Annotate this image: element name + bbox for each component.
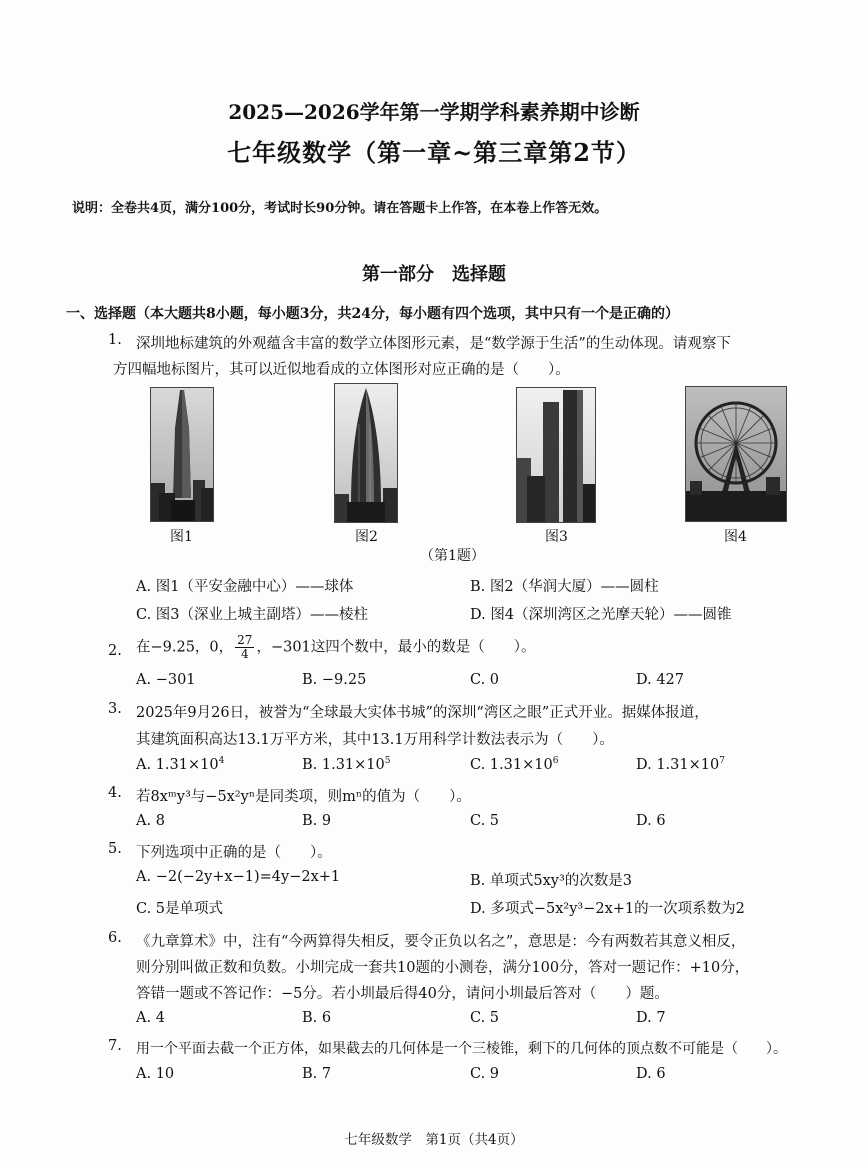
figure-1-image bbox=[150, 387, 214, 522]
option-d[interactable]: D. 多项式−5x²y³−2x+1的一次项系数为2 bbox=[470, 901, 745, 917]
option-d-base: D. 1.31×10 bbox=[636, 756, 720, 773]
question-7-text: 用一个平面去截一个正方体，如果截去的几何体是一个三棱锥，剩下的几何体的顶点数不可能是（ ）。 bbox=[136, 1041, 787, 1057]
option-d[interactable]: D. 6 bbox=[636, 813, 666, 829]
question-2-text bbox=[136, 634, 536, 661]
option-d[interactable] bbox=[636, 756, 725, 773]
option-d[interactable]: D. 6 bbox=[636, 1066, 666, 1082]
fraction bbox=[235, 634, 254, 661]
option-c[interactable] bbox=[470, 756, 558, 773]
page-footer: 七年级数学 第1页（共4页） bbox=[344, 1132, 524, 1148]
figure-1-label: 图1 bbox=[170, 529, 193, 545]
figure-2-image bbox=[334, 383, 398, 523]
option-a[interactable]: A. −2(−2y+x−1)=4y−2x+1 bbox=[136, 869, 341, 885]
question-number: 3. bbox=[108, 701, 122, 717]
option-d[interactable]: D. 427 bbox=[636, 672, 685, 688]
fraction-denominator: 4 bbox=[240, 647, 249, 661]
question-1-line-2: 方四幅地标图片，其可以近似地看成的立体图形对应正确的是（ ）。 bbox=[113, 362, 570, 378]
option-a-exponent: 4 bbox=[218, 756, 225, 766]
option-c[interactable]: C. 5 bbox=[470, 1010, 500, 1026]
question-2-post: ，−301这四个数中，最小的数是（ ）。 bbox=[256, 639, 536, 656]
question-number: 5. bbox=[108, 841, 122, 857]
question-2-pre: 在−9.25，0， bbox=[136, 639, 234, 656]
question-number: 2. bbox=[108, 643, 122, 659]
option-a[interactable]: A. 图1（平安金融中心）——球体 bbox=[136, 579, 354, 595]
option-c-exponent: 6 bbox=[552, 756, 559, 766]
option-b[interactable]: B. 9 bbox=[302, 813, 332, 829]
option-b-base: B. 1.31×10 bbox=[302, 756, 385, 773]
question-number: 7. bbox=[108, 1038, 122, 1054]
question-number: 6. bbox=[108, 930, 122, 946]
figure-4-image bbox=[685, 386, 787, 522]
option-c[interactable]: C. 5是单项式 bbox=[136, 901, 224, 917]
part-title: 第一部分 选择题 bbox=[362, 264, 506, 285]
fraction-numerator: 27 bbox=[237, 633, 253, 647]
question-6-line-2: 则分别叫做正数和负数。小圳完成一套共10题的小测卷，满分100分，答对一题记作：+10分， bbox=[136, 960, 750, 976]
option-a[interactable]: A. 10 bbox=[136, 1066, 175, 1082]
option-a[interactable]: A. −301 bbox=[136, 672, 196, 688]
option-c[interactable]: C. 5 bbox=[470, 813, 500, 829]
option-b[interactable]: B. 单项式5xy³的次数是3 bbox=[470, 873, 633, 889]
option-d[interactable]: D. 图4（深圳湾区之光摩天轮）——圆锥 bbox=[470, 607, 732, 623]
question-5-text: 下列选项中正确的是（ ）。 bbox=[136, 845, 332, 861]
figure-2-label: 图2 bbox=[355, 529, 378, 545]
figure-3-label: 图3 bbox=[545, 529, 568, 545]
option-d-exponent: 7 bbox=[719, 756, 725, 766]
question-1-caption: （第1题） bbox=[420, 548, 485, 564]
exam-instructions: 说明：全卷共4页，满分100分，考试时长90分钟。请在答题卡上作答，在本卷上作答无效。 bbox=[72, 201, 608, 216]
option-d[interactable]: D. 7 bbox=[636, 1010, 666, 1026]
question-1-line-1: 深圳地标建筑的外观蕴含丰富的数学立体图形元素，是“数学源于生活”的生动体现。请观察下 bbox=[136, 336, 731, 352]
option-b-exponent: 5 bbox=[384, 756, 391, 766]
question-6-line-3: 答错一题或不答记作：−5分。若小圳最后得40分，请问小圳最后答对（ ）题。 bbox=[136, 986, 669, 1002]
option-b[interactable]: B. 7 bbox=[302, 1066, 332, 1082]
question-3-line-2: 其建筑面积高达13.1万平方米，其中13.1万用科学计数法表示为（ ）。 bbox=[136, 732, 614, 748]
question-3-line-1: 2025年9月26日，被誉为“全球最大实体书城”的深圳“湾区之眼”正式开业。据媒体报道， bbox=[136, 705, 709, 721]
exam-title: 2025—2026学年第一学期学科素养期中诊断 bbox=[228, 100, 640, 124]
figure-3-image bbox=[516, 387, 596, 523]
option-c[interactable]: C. 0 bbox=[470, 672, 500, 688]
figure-4-label: 图4 bbox=[724, 529, 747, 545]
option-c[interactable]: C. 图3（深业上城主副塔）——棱柱 bbox=[136, 607, 369, 623]
option-b[interactable]: B. 6 bbox=[302, 1010, 332, 1026]
question-number: 1. bbox=[108, 332, 122, 348]
option-b[interactable] bbox=[302, 756, 391, 773]
option-c[interactable]: C. 9 bbox=[470, 1066, 500, 1082]
option-a-base: A. 1.31×10 bbox=[136, 756, 219, 773]
option-a[interactable] bbox=[136, 756, 224, 773]
option-b[interactable]: B. 图2（华润大厦）——圆柱 bbox=[470, 579, 659, 595]
option-a[interactable]: A. 4 bbox=[136, 1010, 165, 1026]
section-heading: 一、选择题（本大题共8小题，每小题3分，共24分，每小题有四个选项，其中只有一个是正确的） bbox=[66, 306, 679, 322]
option-b[interactable]: B. −9.25 bbox=[302, 672, 367, 688]
question-number: 4. bbox=[108, 785, 122, 801]
option-c-base: C. 1.31×10 bbox=[470, 756, 553, 773]
option-a[interactable]: A. 8 bbox=[136, 813, 165, 829]
question-6-line-1: 《九章算术》中，注有“今两算得失相反，要令正负以名之”，意思是：今有两数若其意义相反， bbox=[136, 934, 746, 950]
question-4-text: 若8xᵐy³与−5x²yⁿ是同类项，则mⁿ的值为（ ）。 bbox=[136, 789, 471, 805]
exam-subtitle: 七年级数学（第一章~第三章第2节） bbox=[227, 138, 641, 167]
